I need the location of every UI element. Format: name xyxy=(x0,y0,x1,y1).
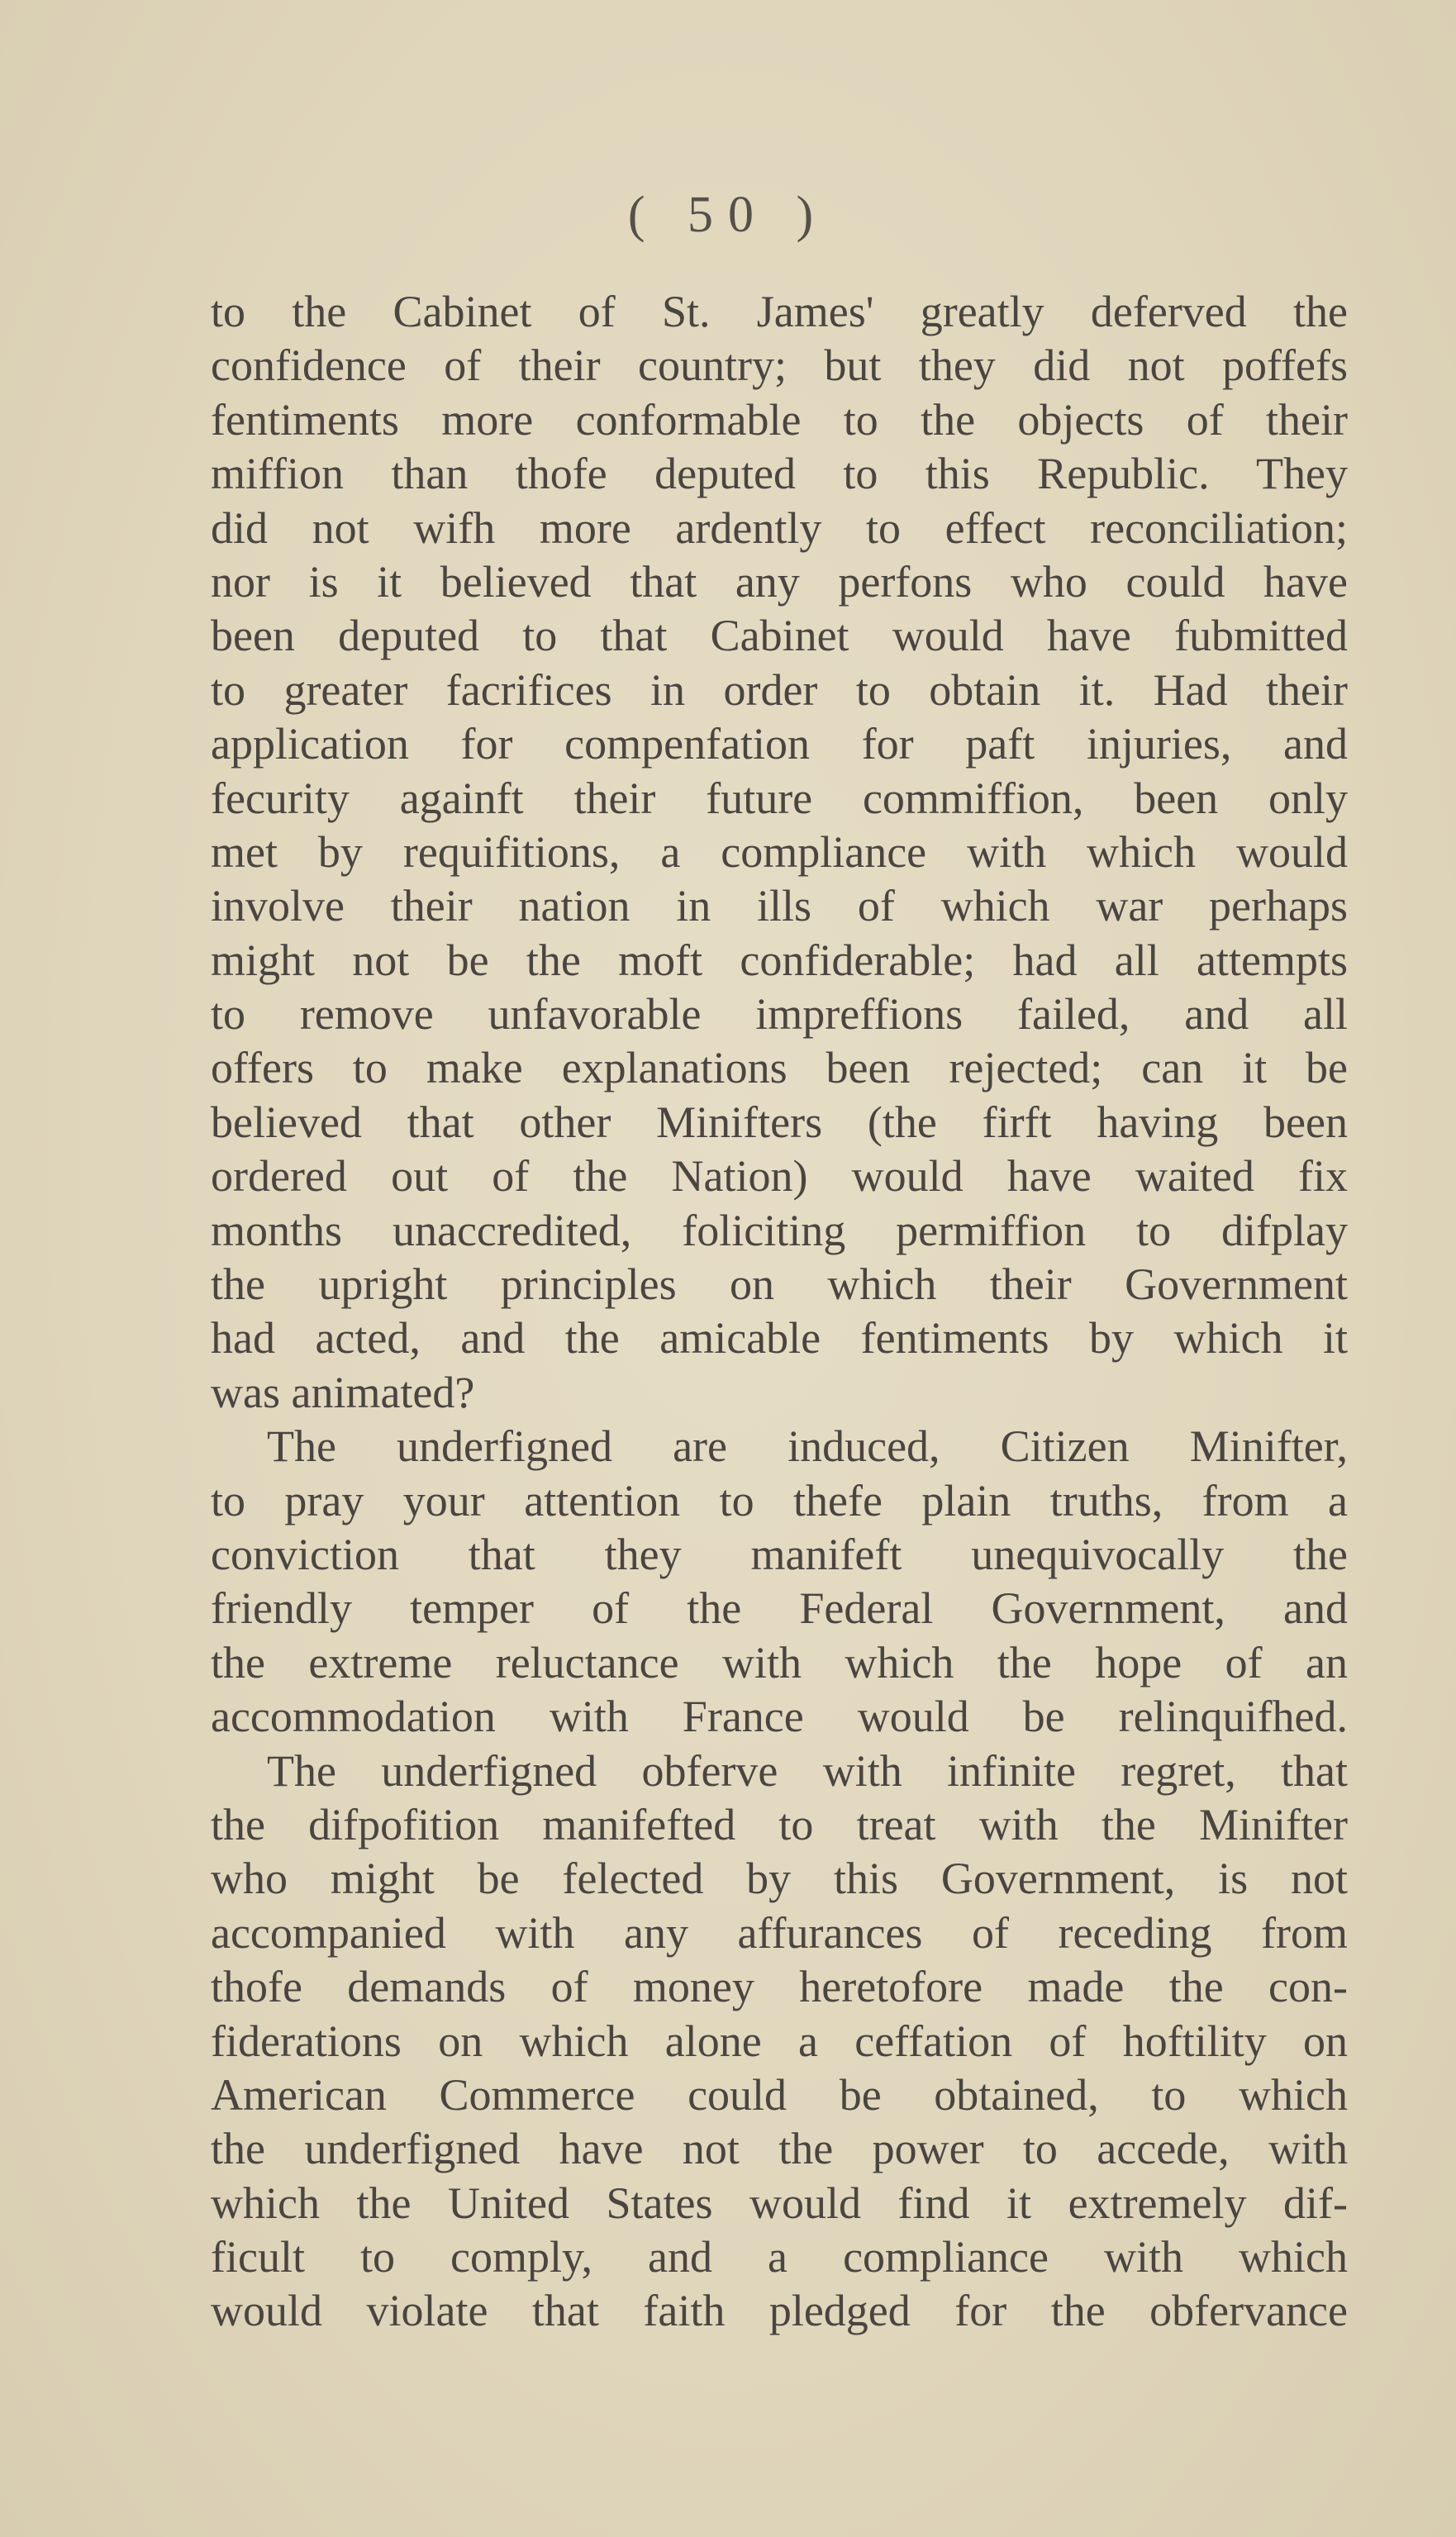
text-line: nor is it believed that any perfons who could have xyxy=(211,556,1348,607)
text-line: fecurity againft their future commiffion, been only xyxy=(211,773,1348,823)
text-line: was animated? xyxy=(211,1367,475,1417)
text-line: to the Cabinet of St. James' greatly deferved the xyxy=(211,287,1348,336)
text-line: which the United States would find it extremely dif- xyxy=(211,2178,1348,2228)
text-line: did not wifh more ardently to effect reconciliation; xyxy=(211,502,1348,553)
text-line: to remove unfavorable impreffions failed, and all xyxy=(211,989,1348,1040)
text-line: The underfigned obferve with infinite regret, that xyxy=(267,1745,1348,1796)
text-line: accommodation with France would be relinquifhed. xyxy=(211,1692,1348,1742)
text-line: fentiments more conformable to the objects of their xyxy=(211,394,1348,445)
text-line: might not be the moft confiderable; had all attempts xyxy=(211,935,1348,985)
text-line: application for compenfation for paft injuries, and xyxy=(211,719,1348,769)
text-line: would violate that faith pledged for the obfervance xyxy=(211,2286,1348,2336)
text-line: confidence of their country; but they did not poffefs xyxy=(211,340,1348,391)
text-line: had acted, and the amicable fentiments by which it xyxy=(211,1313,1348,1364)
text-line: American Commerce could be obtained, to which xyxy=(211,2069,1348,2120)
text-line: involve their nation in ills of which war perhaps xyxy=(211,881,1348,931)
text-line: friendly temper of the Federal Government, and xyxy=(211,1583,1348,1634)
text-line: to pray your attention to thefe plain truths, from a xyxy=(211,1475,1348,1526)
text-line: miffion than thofe deputed to this Republic. They xyxy=(211,449,1348,499)
text-line: ordered out of the Nation) would have waited fix xyxy=(211,1151,1348,1202)
page-number: ( 50 ) xyxy=(627,187,829,243)
text-line: months unaccredited, foliciting permiffion to difplay xyxy=(211,1205,1348,1255)
text-line: to greater facrifices in order to obtain it. Had their xyxy=(211,664,1348,715)
text-line: met by requifitions, a compliance with which would xyxy=(211,826,1348,877)
text-line: the extreme reluctance with which the hope of an xyxy=(211,1637,1348,1687)
text-line: the difpofition manifefted to treat with the Minifter xyxy=(211,1799,1348,1849)
text-line: The underfigned are induced, Citizen Minifter, xyxy=(267,1421,1348,1472)
text-line: the upright principles on which their Government xyxy=(211,1259,1348,1310)
text-line: offers to make explanations been rejected; can it be xyxy=(211,1043,1348,1093)
text-line: been deputed to that Cabinet would have fubmitted xyxy=(211,611,1348,661)
text-line: thofe demands of money heretofore made the con- xyxy=(211,1962,1348,2012)
text-line: believed that other Minifters (the firft having been xyxy=(211,1097,1348,1147)
body-text xyxy=(211,285,1348,2339)
text-line: conviction that they manifeft unequivocally the xyxy=(211,1529,1348,1579)
text-line: fiderations on which alone a ceffation of hoftility on xyxy=(211,2016,1348,2066)
text-line: who might be felected by this Government, is not xyxy=(211,1854,1348,1904)
text-line: the underfigned have not the power to accede, with xyxy=(211,2124,1348,2174)
text-line: accompanied with any affurances of receding from xyxy=(211,1907,1348,1958)
text-line: ficult to comply, and a compliance with which xyxy=(211,2232,1348,2282)
